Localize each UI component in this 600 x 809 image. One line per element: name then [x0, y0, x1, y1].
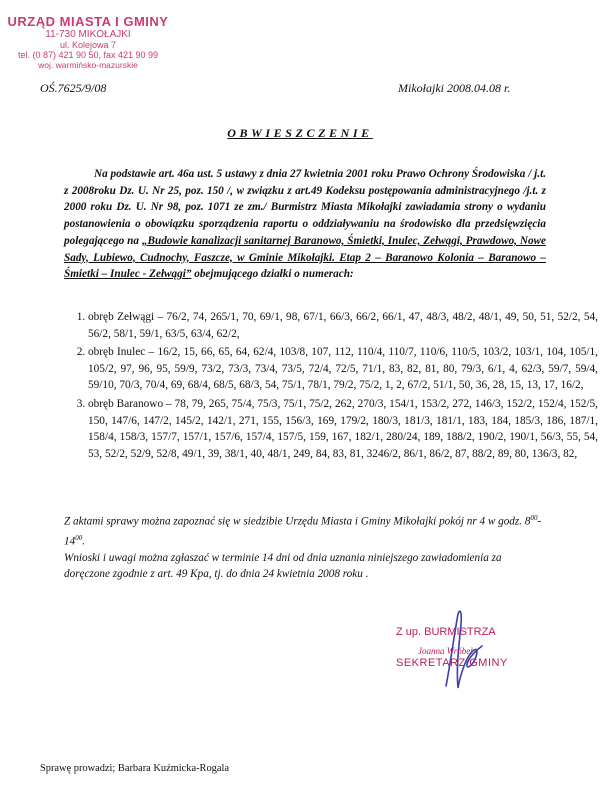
hour-start: 8: [524, 515, 531, 528]
hour-start-minutes: 00: [530, 514, 538, 522]
stamp-region: woj. warmińsko-mazurskie: [38, 60, 138, 70]
project-name: „Budowie kanalizacji sanitarnej Baranowo, Śmietki, Inulec, Zełwągi, Prawdowo, Nowe Sady, Lubiewo, Cudnochy, Faszcze, w Gminie Mikołajki. Etap 2 – Baranowo Kolonia – Baranowo – Śmietki – Inulec - Zełwągi”: [64, 234, 546, 281]
office-hours-text: [64, 510, 546, 550]
hour-end: -14: [64, 515, 542, 548]
office-stamp: [2, 14, 174, 70]
signature-authority: Z up. BURMISTRZA: [396, 626, 496, 638]
office-hours-lead: Z aktami sprawy można zapoznać się w siedzibie Urzędu Miasta i Gminy Mikołajki pokój nr 4 w godz.: [64, 515, 525, 528]
case-handler-note: Sprawę prowadzi; Barbara Kuźmicka-Rogala: [40, 763, 229, 774]
plots-list: [40, 309, 598, 464]
notice-paragraph: [64, 166, 546, 283]
stamp-phone: tel. (0 87) 421 90 50, fax 421 90 99: [17, 50, 159, 60]
signatory-name: Joanna Wróbel: [418, 646, 473, 656]
notice-lead: Na podstawie art. 46a ust. 5 ustawy z dnia 27 kwietnia 2001 roku Prawo Ochrony Środowiska / j.t. z 2008roku Dz. U. Nr 25, poz. 150 /, w związku z art.49 Kodeksu postępowania administracyjnego /j.t. z 2000 roku Dz. U. Nr 98, poz. 1071 ze zm./ Burmistrz Miasta Mikołajki zawiadamia strony o wydaniu postanowienia o obowiązku sporządzenia raportu o oddziaływaniu na środowisko dla przedsięwzięcia polegającego na: [64, 168, 546, 247]
document-title: OBWIESZCZENIE: [227, 126, 373, 140]
plot-list-item: 1. obręb Zełwągi – 76/2, 74, 265/1, 70, 69/1, 98, 67/1, 66/3, 66/2, 66/1, 47, 48/3, 48/2, 48/1, 49, 50, 51, 52/2, 54, 56/2, 58/1, 59/1, 63/5, 63/4, 62/2,: [88, 309, 598, 342]
signature-block: [396, 626, 576, 686]
inspection-paragraph: [64, 510, 546, 583]
plot-list-item: 3. obręb Baranowo – 78, 79, 265, 75/4, 75/3, 75/1, 75/2, 262, 270/3, 154/1, 153/2, 272, 146/3, 152/2, 152/4, 152/5, 150, 147/6, 147/2, 145/2, 142/1, 271, 155, 156/3, 169, 179/2, 180/3, 181/3, 181/1, 183, 184, 185/3, 186, 187/1, 158/4, 158/3, 157/7, 157/1, 157/6, 157/4, 157/5, 159, 167, 182/1, 280/24, 189, 188/2, 190/2, 190/1, 56/3, 55, 54, 53, 52/2, 52/9, 52/8, 49/1, 39, 38/1, 40, 48/1, 249, 84, 83, 81, 3246/2, 86/1, 86/2, 87, 88/2, 89, 80, 136/3, 82,: [88, 396, 598, 462]
stamp-office-name: URZĄD MIASTA I GMINY: [7, 14, 169, 29]
reference-number: OŚ.7625/9/08: [40, 81, 107, 95]
hour-end-minutes: 00: [75, 534, 83, 543]
stamp-street: ul. Kolejowa 7: [59, 40, 117, 50]
stamp-postal-code: 11-730 MIKOŁAJKI: [45, 29, 131, 40]
deadline-text: Wnioski i uwagi można zgłaszać w terminie 14 dni od dnia uznania niniejszego zawiadomienia za doręczone zgodnie z art. 49 Kpa, tj. do dnia 24 kwietnia 2008 roku .: [64, 552, 502, 581]
signatory-title: SEKRETARZ GMINY: [396, 657, 508, 669]
plot-list-item: 2. obręb Inulec – 16/2, 15, 66, 65, 64, 62/4, 103/8, 107, 112, 110/4, 110/7, 110/6, 110/5, 103/2, 103/1, 104, 105/1, 105/2, 97, 96, 95, 59/9, 73/2, 73/3, 73/4, 73/5, 72/4, 72/5, 71/1, 83, 82, 81, 80, 79/3, 6/1, 4, 62/3, 59/7, 59/4, 59/10, 70/3, 70/4, 69, 68/4, 68/5, 68/3, 54, 75/1, 78/1, 79/2, 75/2, 1, 2, 67/2, 51/1, 50, 36, 28, 15, 13, 17, 16/2,: [88, 344, 598, 394]
notice-tail: obejmującego działki o numerach:: [191, 268, 354, 281]
hours-period: .: [82, 535, 85, 548]
place-date: Mikołajki 2008.04.08 r.: [398, 81, 511, 95]
